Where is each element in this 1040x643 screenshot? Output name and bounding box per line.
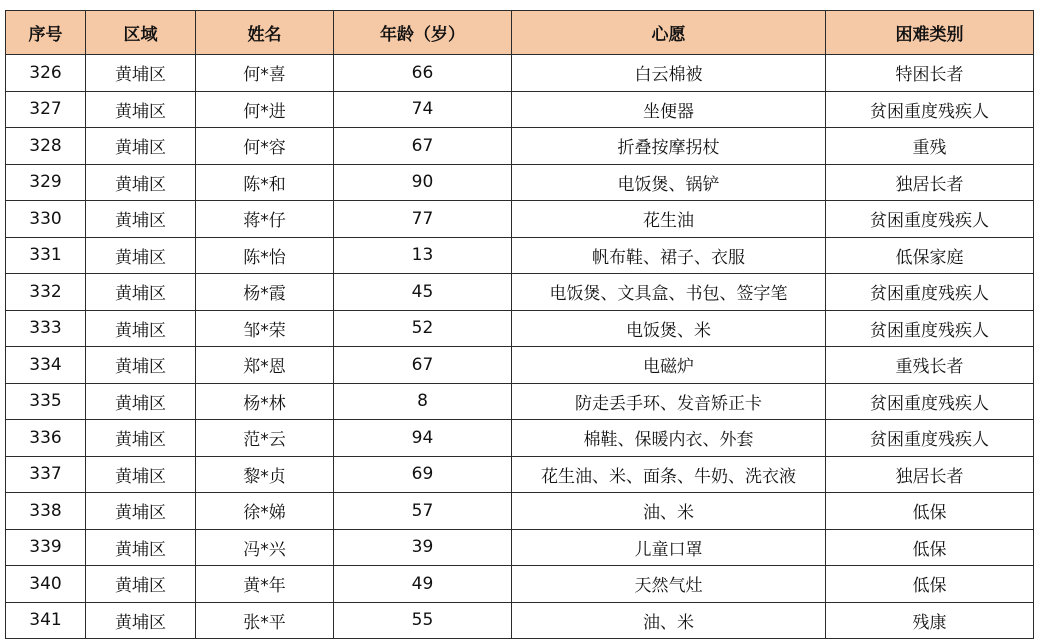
cell-district[interactable]: 黄埔区 — [86, 456, 196, 493]
cell-category[interactable]: 贫困重度残疾人 — [826, 91, 1034, 128]
cell-district[interactable]: 黄埔区 — [86, 310, 196, 347]
table-row — [6, 493, 1034, 530]
cell-id[interactable]: 341 — [6, 602, 86, 639]
table-row — [6, 383, 1034, 420]
cell-district[interactable]: 黄埔区 — [86, 493, 196, 530]
cell-wish[interactable]: 电饭煲、文具盒、书包、签字笔 — [512, 274, 826, 311]
cell-id[interactable]: 327 — [6, 91, 86, 128]
cell-name[interactable]: 蒋*仔 — [196, 201, 334, 238]
column-header-id[interactable]: 序号 — [6, 11, 86, 55]
cell-wish[interactable]: 棉鞋、保暖内衣、外套 — [512, 420, 826, 457]
table-row — [6, 566, 1034, 603]
table-row — [6, 529, 1034, 566]
cell-category[interactable]: 贫困重度残疾人 — [826, 274, 1034, 311]
cell-age[interactable]: 94 — [334, 420, 512, 457]
cell-district[interactable]: 黄埔区 — [86, 383, 196, 420]
cell-wish[interactable]: 天然气灶 — [512, 566, 826, 603]
cell-wish[interactable]: 电磁炉 — [512, 347, 826, 384]
table-row — [6, 310, 1034, 347]
cell-id[interactable]: 326 — [6, 55, 86, 92]
cell-category[interactable]: 低保 — [826, 566, 1034, 603]
cell-wish[interactable]: 油、米 — [512, 602, 826, 639]
cell-district[interactable]: 黄埔区 — [86, 529, 196, 566]
cell-age[interactable]: 67 — [334, 128, 512, 165]
cell-wish[interactable]: 儿童口罩 — [512, 529, 826, 566]
table-row — [6, 91, 1034, 128]
column-header-name[interactable]: 姓名 — [196, 11, 334, 55]
column-header-district[interactable]: 区域 — [86, 11, 196, 55]
cell-category[interactable]: 低保家庭 — [826, 237, 1034, 274]
cell-wish[interactable]: 折叠按摩拐杖 — [512, 128, 826, 165]
cell-id[interactable]: 332 — [6, 274, 86, 311]
cell-age[interactable]: 66 — [334, 55, 512, 92]
cell-district[interactable]: 黄埔区 — [86, 347, 196, 384]
table-header — [6, 11, 1034, 55]
table-row — [6, 456, 1034, 493]
cell-id[interactable]: 331 — [6, 237, 86, 274]
cell-name[interactable]: 何*进 — [196, 91, 334, 128]
table-row — [6, 420, 1034, 457]
cell-name[interactable]: 徐*娣 — [196, 493, 334, 530]
cell-name[interactable]: 冯*兴 — [196, 529, 334, 566]
cell-category[interactable]: 低保 — [826, 529, 1034, 566]
cell-age[interactable]: 77 — [334, 201, 512, 238]
cell-district[interactable]: 黄埔区 — [86, 420, 196, 457]
cell-age[interactable]: 90 — [334, 164, 512, 201]
cell-category[interactable]: 贫困重度残疾人 — [826, 383, 1034, 420]
cell-wish[interactable]: 电饭煲、锅铲 — [512, 164, 826, 201]
cell-name[interactable]: 何*喜 — [196, 55, 334, 92]
table-row — [6, 164, 1034, 201]
cell-category[interactable]: 残康 — [826, 602, 1034, 639]
cell-age[interactable]: 55 — [334, 602, 512, 639]
column-header-age[interactable]: 年龄（岁） — [334, 11, 512, 55]
cell-id[interactable]: 333 — [6, 310, 86, 347]
cell-wish[interactable]: 坐便器 — [512, 91, 826, 128]
cell-id[interactable]: 329 — [6, 164, 86, 201]
cell-name[interactable]: 陈*和 — [196, 164, 334, 201]
cell-age[interactable]: 52 — [334, 310, 512, 347]
cell-name[interactable]: 邹*荣 — [196, 310, 334, 347]
cell-name[interactable]: 何*容 — [196, 128, 334, 165]
table-body — [6, 55, 1034, 639]
cell-name[interactable]: 陈*怡 — [196, 237, 334, 274]
cell-category[interactable]: 独居长者 — [826, 456, 1034, 493]
cell-id[interactable]: 339 — [6, 529, 86, 566]
cell-district[interactable]: 黄埔区 — [86, 164, 196, 201]
cell-wish[interactable]: 帆布鞋、裙子、衣服 — [512, 237, 826, 274]
cell-district[interactable]: 黄埔区 — [86, 237, 196, 274]
cell-district[interactable]: 黄埔区 — [86, 274, 196, 311]
cell-id[interactable]: 340 — [6, 566, 86, 603]
cell-age[interactable]: 67 — [334, 347, 512, 384]
cell-category[interactable]: 重残长者 — [826, 347, 1034, 384]
cell-age[interactable]: 69 — [334, 456, 512, 493]
cell-id[interactable]: 338 — [6, 493, 86, 530]
cell-wish[interactable]: 电饭煲、米 — [512, 310, 826, 347]
cell-id[interactable]: 335 — [6, 383, 86, 420]
table-row — [6, 55, 1034, 92]
cell-wish[interactable]: 白云棉被 — [512, 55, 826, 92]
cell-age[interactable]: 57 — [334, 493, 512, 530]
cell-wish[interactable]: 防走丢手环、发音矫正卡 — [512, 383, 826, 420]
header-row — [6, 11, 1034, 55]
cell-name[interactable]: 黄*年 — [196, 566, 334, 603]
cell-name[interactable]: 张*平 — [196, 602, 334, 639]
cell-district[interactable]: 黄埔区 — [86, 201, 196, 238]
cell-category[interactable]: 独居长者 — [826, 164, 1034, 201]
cell-name[interactable]: 黎*贞 — [196, 456, 334, 493]
cell-category[interactable]: 贫困重度残疾人 — [826, 420, 1034, 457]
cell-age[interactable]: 45 — [334, 274, 512, 311]
cell-category[interactable]: 特困长者 — [826, 55, 1034, 92]
cell-wish[interactable]: 花生油、米、面条、牛奶、洗衣液 — [512, 456, 826, 493]
wish-list-table — [5, 10, 1034, 639]
cell-age[interactable]: 49 — [334, 566, 512, 603]
cell-category[interactable]: 重残 — [826, 128, 1034, 165]
cell-district[interactable]: 黄埔区 — [86, 128, 196, 165]
table-row — [6, 128, 1034, 165]
column-header-category[interactable]: 困难类别 — [826, 11, 1034, 55]
cell-district[interactable]: 黄埔区 — [86, 566, 196, 603]
cell-id[interactable]: 328 — [6, 128, 86, 165]
cell-district[interactable]: 黄埔区 — [86, 55, 196, 92]
cell-name[interactable]: 杨*霞 — [196, 274, 334, 311]
cell-age[interactable]: 39 — [334, 529, 512, 566]
cell-category[interactable]: 低保 — [826, 493, 1034, 530]
column-header-wish[interactable]: 心愿 — [512, 11, 826, 55]
cell-wish[interactable]: 花生油 — [512, 201, 826, 238]
cell-age[interactable]: 8 — [334, 383, 512, 420]
cell-category[interactable]: 贫困重度残疾人 — [826, 201, 1034, 238]
cell-id[interactable]: 337 — [6, 456, 86, 493]
cell-id[interactable]: 330 — [6, 201, 86, 238]
table-row — [6, 274, 1034, 311]
cell-wish[interactable]: 油、米 — [512, 493, 826, 530]
table-row — [6, 201, 1034, 238]
cell-name[interactable]: 范*云 — [196, 420, 334, 457]
table-row — [6, 237, 1034, 274]
cell-age[interactable]: 13 — [334, 237, 512, 274]
cell-id[interactable]: 336 — [6, 420, 86, 457]
table-row — [6, 347, 1034, 384]
cell-age[interactable]: 74 — [334, 91, 512, 128]
cell-category[interactable]: 贫困重度残疾人 — [826, 310, 1034, 347]
table-row — [6, 602, 1034, 639]
cell-id[interactable]: 334 — [6, 347, 86, 384]
cell-name[interactable]: 郑*恩 — [196, 347, 334, 384]
cell-district[interactable]: 黄埔区 — [86, 91, 196, 128]
cell-district[interactable]: 黄埔区 — [86, 602, 196, 639]
cell-name[interactable]: 杨*林 — [196, 383, 334, 420]
